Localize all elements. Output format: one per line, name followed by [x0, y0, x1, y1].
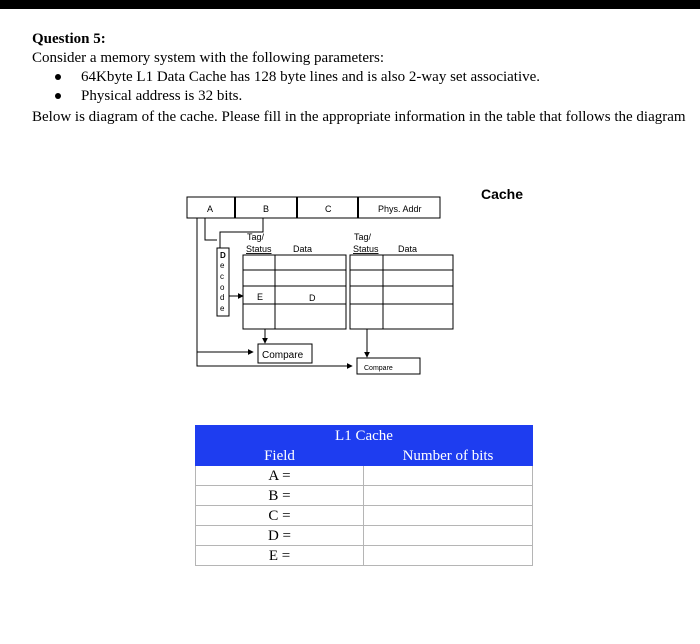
field-b-label: B: [263, 204, 270, 214]
bits-cell[interactable]: [364, 506, 533, 526]
table-row: [196, 466, 533, 486]
list-item: 64Kbyte L1 Data Cache has 128 byte lines and is also 2-way set associative.: [52, 68, 540, 87]
way2-status-label: Status: [353, 244, 379, 254]
field-cell: B =: [196, 486, 364, 506]
compare-label-1: Compare: [262, 350, 304, 361]
list-item: Physical address is 32 bits.: [52, 87, 540, 106]
field-cell: A =: [196, 466, 364, 486]
svg-text:e: e: [220, 261, 225, 270]
field-e-label: E: [257, 292, 264, 302]
bits-cell[interactable]: [364, 486, 533, 506]
question-intro: Consider a memory system with the following parameters:: [32, 50, 385, 66]
way2-tag-label: Tag/: [354, 232, 372, 242]
l1-cache-table: [195, 425, 533, 566]
field-c-label: C: [325, 204, 332, 214]
field-cell: C =: [196, 506, 364, 526]
column-header-bits: Number of bits: [364, 446, 533, 466]
table-title: L1 Cache: [196, 426, 533, 446]
bits-cell[interactable]: [364, 546, 533, 566]
svg-text:c: c: [220, 272, 224, 281]
field-d-label: D: [309, 293, 316, 303]
table-row: [196, 506, 533, 526]
svg-text:e: e: [220, 304, 225, 313]
table-row: [196, 486, 533, 506]
field-cell: D =: [196, 526, 364, 546]
phys-addr-label: Phys. Addr: [378, 204, 422, 214]
bits-cell[interactable]: [364, 526, 533, 546]
compare-label-2: Compare: [364, 365, 393, 372]
table-row: [196, 526, 533, 546]
table-row: [196, 546, 533, 566]
question-instructions: Below is diagram of the cache. Please fill in the appropriate information in the table that follows the diagram: [32, 109, 686, 125]
field-cell: E =: [196, 546, 364, 566]
svg-text:D: D: [220, 251, 226, 260]
way1-data-label: Data: [293, 244, 313, 254]
field-a-label: A: [207, 204, 214, 214]
way1-status-label: Status: [246, 244, 272, 254]
way1-tag-label: Tag/: [247, 232, 265, 242]
table-title-row: [196, 426, 533, 446]
column-header-field: Field: [196, 446, 364, 466]
cache-label: Cache: [481, 186, 524, 202]
way2-data-label: Data: [398, 244, 418, 254]
question-title: Question 5:: [32, 31, 106, 47]
svg-text:o: o: [220, 283, 225, 292]
table-header-row: [196, 446, 533, 466]
way2-array: [350, 255, 453, 329]
svg-text:d: d: [220, 293, 225, 302]
bits-cell[interactable]: [364, 466, 533, 486]
